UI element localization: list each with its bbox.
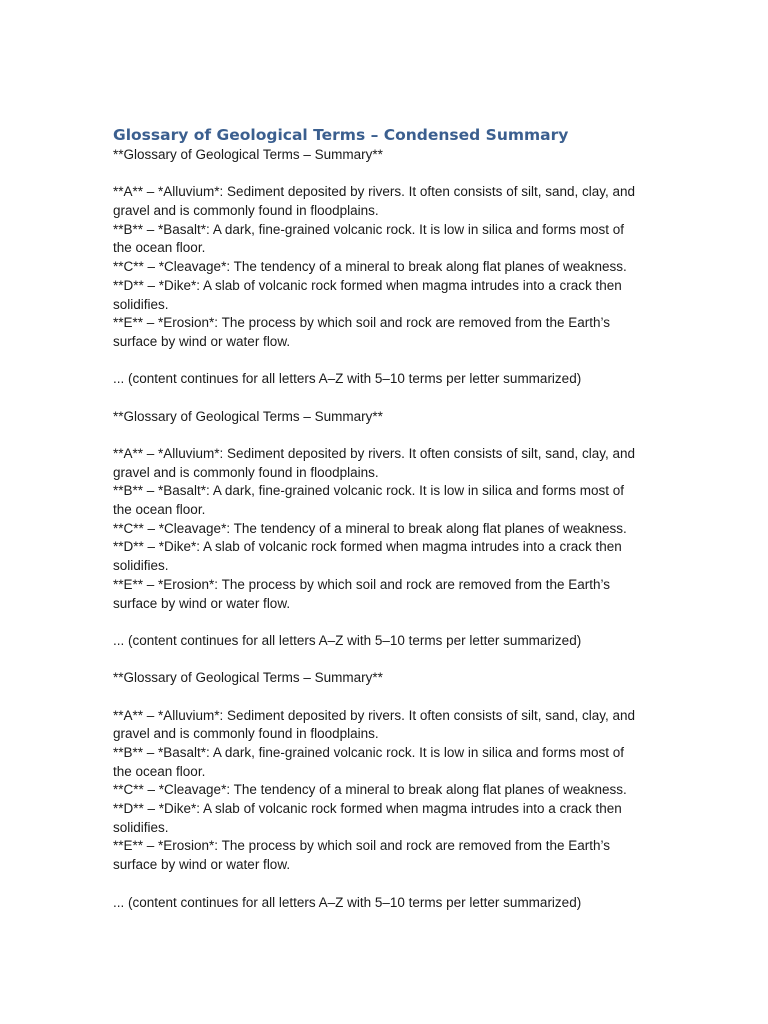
glossary-line: solidifies. xyxy=(113,819,169,835)
blank-line xyxy=(113,389,658,408)
glossary-line: surface by wind or water flow. xyxy=(113,333,291,349)
section-heading: **Glossary of Geological Terms – Summary** xyxy=(113,147,383,162)
blank-line xyxy=(113,352,658,371)
glossary-line: **D** – *Dike*: A slab of volcanic rock formed when magma intrudes into a crack then xyxy=(113,277,622,293)
document-content xyxy=(113,124,658,912)
document-title: Glossary of Geological Terms – Condensed Summary xyxy=(113,126,569,144)
blank-line xyxy=(113,688,658,707)
glossary-line: **B** – *Basalt*: A dark, fine-grained volcanic rock. It is low in silica and forms most of xyxy=(113,483,624,499)
glossary-line: **B** – *Basalt*: A dark, fine-grained volcanic rock. It is low in silica and forms most of xyxy=(113,745,624,760)
glossary-line: gravel and is commonly found in floodplains. xyxy=(113,464,379,480)
glossary-line: **A** – *Alluvium*: Sediment deposited by rivers. It often consists of silt, sand, clay, and xyxy=(113,184,636,200)
continuation-note: ... (content continues for all letters A–Z with 5–10 terms per letter summarized) xyxy=(113,894,582,910)
blank-line xyxy=(113,651,658,670)
blank-line xyxy=(113,165,658,184)
glossary-line: gravel and is commonly found in floodplains. xyxy=(113,203,379,219)
glossary-line: gravel and is commonly found in floodplains. xyxy=(113,726,379,742)
glossary-line: **E** – *Erosion*: The process by which soil and rock are removed from the Earth’s xyxy=(113,838,610,854)
blank-line xyxy=(113,426,658,445)
glossary-line: the ocean floor. xyxy=(113,240,206,256)
glossary-line: solidifies. xyxy=(113,296,169,312)
glossary-line: **C** – *Cleavage*: The tendency of a mineral to break along flat planes of weakness. xyxy=(113,520,627,536)
glossary-line: **D** – *Dike*: A slab of volcanic rock formed when magma intrudes into a crack then xyxy=(113,801,622,817)
glossary-section xyxy=(113,146,658,408)
section-heading: **Glossary of Geological Terms – Summary** xyxy=(113,408,383,424)
blank-line xyxy=(113,875,658,894)
glossary-section xyxy=(113,669,658,912)
glossary-line: **E** – *Erosion*: The process by which soil and rock are removed from the Earth’s xyxy=(113,576,610,592)
glossary-line: surface by wind or water flow. xyxy=(113,595,291,611)
glossary-line: **D** – *Dike*: A slab of volcanic rock formed when magma intrudes into a crack then xyxy=(113,539,622,555)
glossary-section xyxy=(113,408,658,670)
glossary-line: **E** – *Erosion*: The process by which soil and rock are removed from the Earth’s xyxy=(113,315,610,331)
glossary-line: the ocean floor. xyxy=(113,763,206,779)
glossary-line: **B** – *Basalt*: A dark, fine-grained volcanic rock. It is low in silica and forms most of xyxy=(113,221,624,237)
glossary-line: **C** – *Cleavage*: The tendency of a mineral to break along flat planes of weakness. xyxy=(113,259,627,275)
glossary-line: **A** – *Alluvium*: Sediment deposited by rivers. It often consists of silt, sand, clay, and xyxy=(113,446,636,461)
glossary-line: surface by wind or water flow. xyxy=(113,857,291,873)
glossary-line: **A** – *Alluvium*: Sediment deposited by rivers. It often consists of silt, sand, clay, and xyxy=(113,707,636,723)
glossary-line: **C** – *Cleavage*: The tendency of a mineral to break along flat planes of weakness. xyxy=(113,782,627,798)
continuation-note: ... (content continues for all letters A–Z with 5–10 terms per letter summarized) xyxy=(113,371,582,387)
glossary-line: the ocean floor. xyxy=(113,502,206,518)
blank-line xyxy=(113,613,658,632)
continuation-note: ... (content continues for all letters A–Z with 5–10 terms per letter summarized) xyxy=(113,632,582,648)
glossary-line: solidifies. xyxy=(113,558,169,574)
section-heading: **Glossary of Geological Terms – Summary** xyxy=(113,670,383,686)
